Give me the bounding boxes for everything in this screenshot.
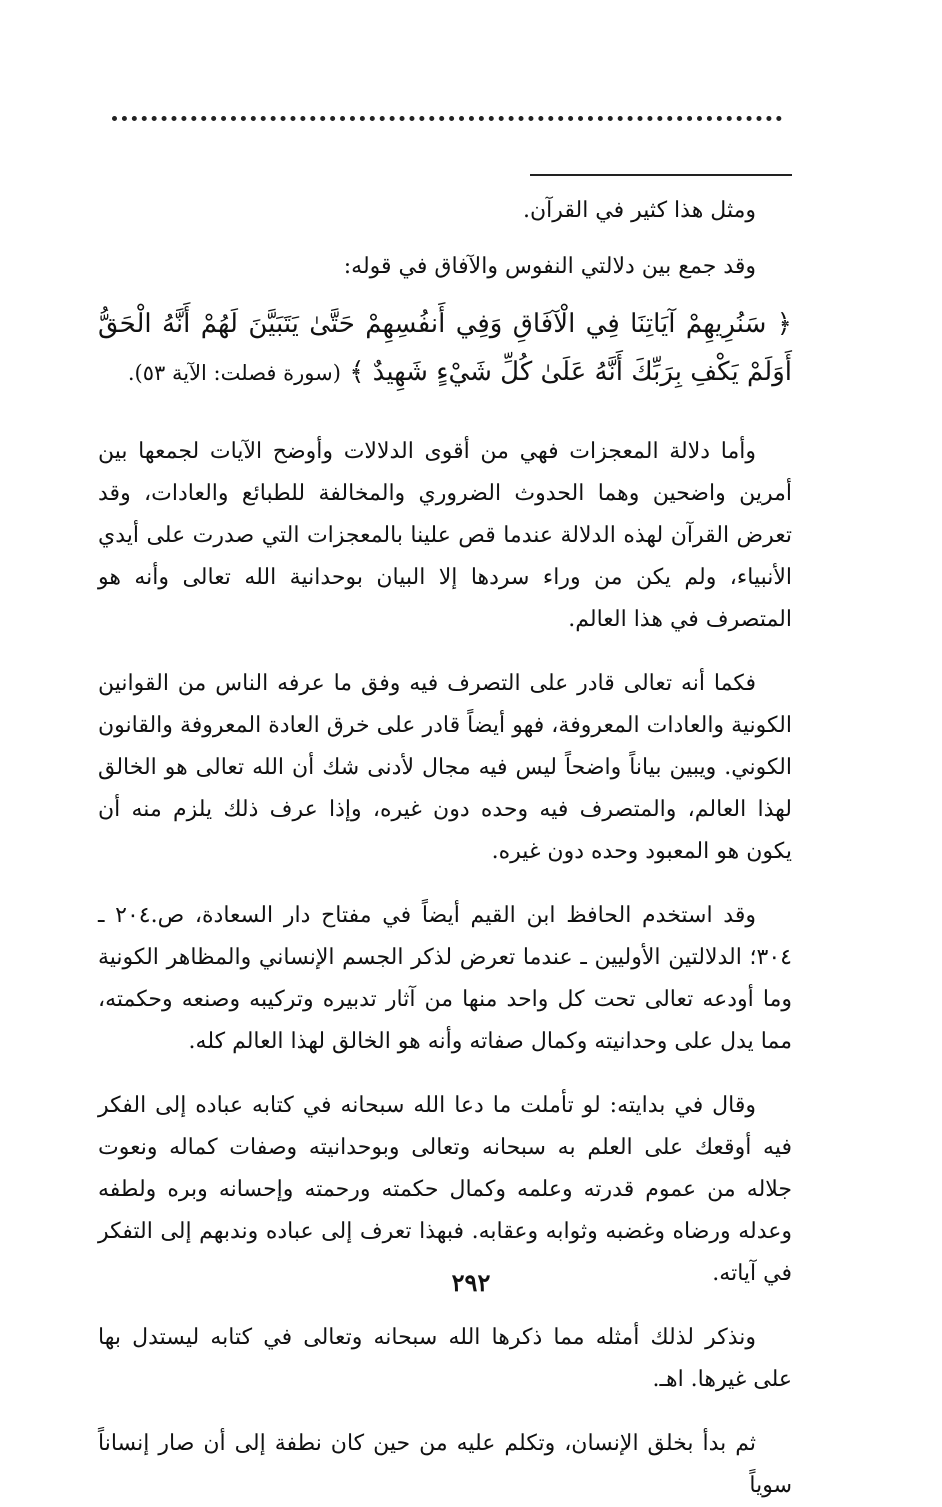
- paragraph-1: ومثل هذا كثير في القرآن.: [522, 198, 756, 223]
- quran-verse: ﴿ سَنُرِيهِمْ آيَاتِنَا فِي الْآفَاقِ وَفِي أَنفُسِهِمْ حَتَّىٰ يَتَبَيَّنَ لَهُمْ أَنَّهُ الْحَقُّ أَوَلَمْ يَكْفِ بِرَبِّكَ أَنَّهُ عَلَىٰ كُلِّ شَيْءٍ شَهِيدٌ ﴾: [98, 309, 792, 387]
- paragraph-3: وأما دلالة المعجزات فهي من أقوى الدلالات وأوضح الآيات لجمعها بين أمرين واضحين وهما الحدوث الضروري والمخالفة للطبائع والعادات، وقد تعرض القرآن لهذه الدلالة عندما قص علينا بالمعجزات التي صدرت على أيدي الأنبياء، ولم يكن من وراء سردها إلا البيان بوحدانية الله تعالى وأنه هو المتصرف في هذا العالم.: [98, 439, 792, 632]
- footnote-rule: [530, 174, 792, 176]
- page-number: ٢٩٢: [451, 1268, 491, 1297]
- paragraph-8: ثم بدأ بخلق الإنسان، وتكلم عليه من حين كان نطفة إلى أن صار إنساناً سوياً: [98, 1431, 792, 1498]
- paragraph-6: وقال في بدايته: لو تأملت ما دعا الله سبحانه في كتابه عباده إلى الفكر فيه أوقعك على العلم به سبحانه وتعالى وبوحدانيته وصفات كماله ونعوت جلاله من عموم قدرته وعلمه وكمال حكمته ورحمته وإحسانه وبره ولطفه وعدله ورضاه وغضبه وثوابه وعقابه. فبهذا تعرف إلى عباده وندبهم إلى التفكر في آياته.: [98, 1093, 792, 1286]
- quran-verse-block: [98, 300, 792, 397]
- paragraph-5: وقد استخدم الحافظ ابن القيم أيضاً في مفتاح دار السعادة، ص.٢٠٤ ـ ٣٠٤؛ الدلالتين الأوليين ـ عندما تعرض لذكر الجسم الإنساني والمظاهر الكونية وما أودعه تعالى تحت كل واحد منها من آثار تدبيره وتركيبه وصنعه وحكمته، مما يدل على وحدانيته وكمال صفاته وأنه هو الخالق لهذا العالم كله.: [98, 903, 792, 1054]
- dotted-separator: [112, 116, 782, 121]
- paragraph-4: فكما أنه تعالى قادر على التصرف فيه وفق ما عرفه الناس من القوانين الكونية والعادات المعروفة، فهو أيضاً قادر على خرق العادة المعروفة والقانون الكوني. ويبين بياناً واضحاً ليس فيه مجال لأدنى شك أن الله تعالى هو الخالق لهذا العالم، والمتصرف فيه وحده دون غيره، وإذا عرف ذلك يلزم منه أن يكون هو المعبود وحده دون غيره.: [98, 671, 792, 864]
- quran-reference: (سورة فصلت: الآية ٥٣).: [127, 361, 341, 385]
- paragraph-7: ونذكر لذلك أمثله مما ذكرها الله سبحانه وتعالى في كتابه ليستدل بها على غيرها. اهـ.: [98, 1325, 792, 1392]
- page-body: [98, 190, 792, 1507]
- paragraph-2: وقد جمع بين دلالتي النفوس والآفاق في قوله:: [343, 254, 756, 279]
